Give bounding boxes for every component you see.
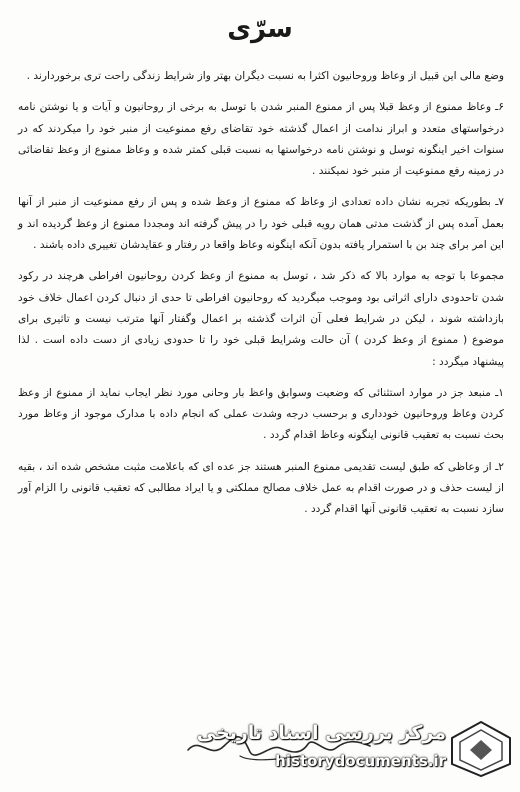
paragraph-summary: مجموعا با توجه به موارد بالا که ذکر شد ، توسل به ممنوع از وعظ کردن روحانیون افراطی هرچند در رکود شدن تاحدودی دارای اثراتی بود وموجب میگردید که روحانیون افراطی تا حدی از دنبال کردن اعمال خلاف خود بازداشته شوند ، لیکن در شرایط فعلی آن اثرات گذشته بر اعمال وگفتار آنها مترتب نیست و تاثیری برای موضوع ( ممنوع از وعظ کردن ) آن حالت وشرایط قبلی خود را تا حدودی زیادی از دست داده است . لذا پیشنهاد میگردد : (18, 270, 504, 368)
paragraph-proposal-1: ۱ـ منبعد جز در موارد استثنائی که وضعیت وسوابق واعظ بار وحانی مورد نظر ایجاب نماید از ممنوع از وعظ کردن وعاظ وروحانیون خودداری و برحسب درجه وشدت عملی که انجام داده با مدارک موجود از وعاظ مورد بحث نسبت به تعقیب قانونی اینگونه وعاظ اقدام گردد . (18, 386, 504, 442)
paragraph-proposal-2: ۲ـ از وعاظی که طبق لیست تقدیمی ممنوع المنبر هستند جز عده ای که باعلامت مثبت مشخص شده اند ، بقیه از لیست حذف و در صورت اقدام به عمل خلاف مصالح مملکتی و یا ایراد مطالبی که تعقیب قانونی را الزام آور سازد نسبت به تعقیب قانونی آنها اقدام گردد . (18, 460, 504, 516)
paragraph-item-7: ۷ـ بطوریکه تجربه نشان داده تعدادی از وعاظ که ممنوع از وعظ شده و پس از رفع ممنوعیت از منبر از آنها بعمل آمده پس از گذشت مدتی همان رویه قبلی خود را در پیش گرفته اند ومجددا ممنوع از وعظ گردیده اند و این امر برای چند بن با استمرار یافته بدون آنکه اینگونه وعاظ واقعا در رفتار و عقایدشان تغییری داده باشند . (18, 196, 504, 252)
archive-logo-icon (450, 720, 512, 778)
archive-watermark (196, 712, 512, 782)
classification-heading: سرّی (227, 14, 293, 44)
paragraph-item-6: ۶ـ وعاظ ممنوع از وعظ قبلا پس از ممنوع المنبر شدن با توسل به برخی از روحانیون و آیات و یا نوشتن نامه درخواستهای متعدد و ابراز ندامت از اعمال گذشته خود تقاضای رفع ممنوعیت از منبر خود را میکردند که در سنوات اخیر اینگونه توسل و نوشتن نامه درخواستها به نسبت قبلی کمتر شده و وعاظ ممنوع از وعظ تقاضائی در زمینه رفع ممنوعیت از منبر خود نمیکنند . (18, 101, 504, 178)
document-body (18, 66, 504, 521)
watermark-title: مرکز بررسی اسناد تاریخی (196, 722, 446, 744)
paragraph-intro: وضع مالی این قبیل از وعاظ وروحانیون اکثرا به نسبت دیگران بهتر واز شرایط زندگی راحت تری برخوردارند . (26, 70, 504, 82)
watermark-url: historydocuments.ir (275, 752, 446, 770)
